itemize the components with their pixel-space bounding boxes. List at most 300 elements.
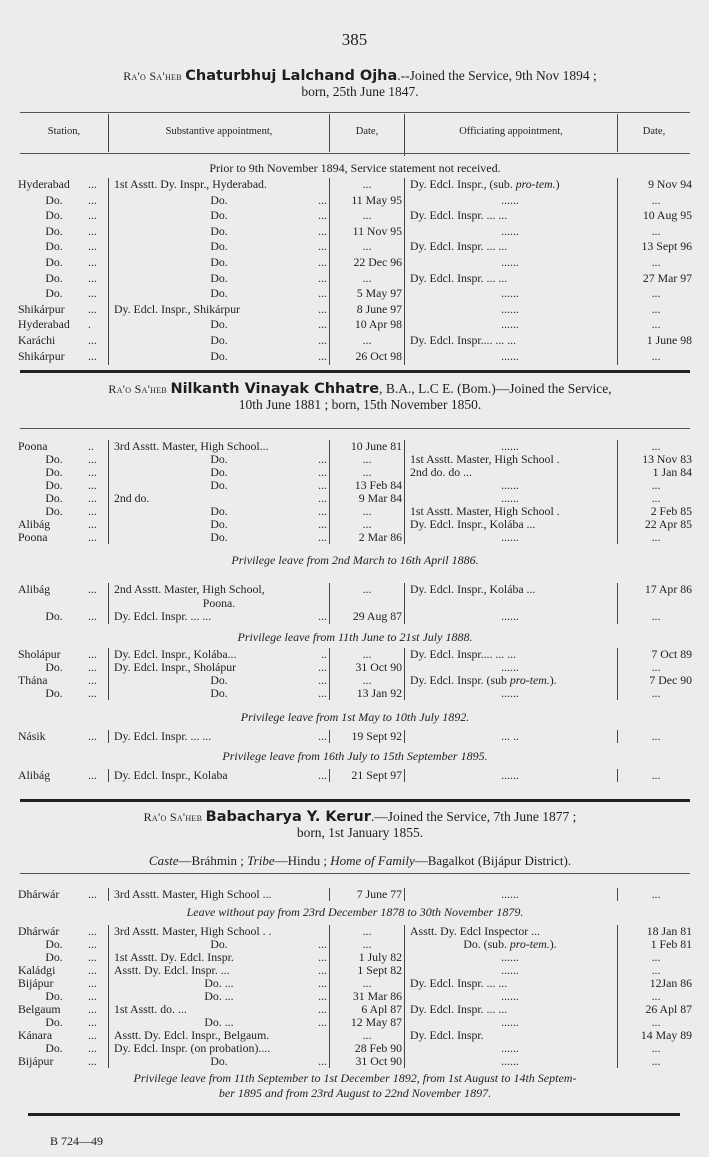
table-row — [0, 492, 709, 505]
substantive-date-cell: 10 Apr 98 — [354, 317, 402, 332]
substantive-date-cell: ... — [362, 647, 372, 661]
substantive-date-cell: ... — [362, 976, 372, 990]
substantive-leader: ... — [318, 301, 327, 316]
officiating-appointment-cell: Dy. Edcl. Inspr. (sub pro-tem.). — [410, 673, 557, 687]
table-top-rule — [20, 873, 690, 874]
service-table-3b — [0, 925, 709, 1067]
substantive-appointment-cell: Do. — [210, 504, 228, 518]
col-header-station: Station, — [47, 126, 81, 137]
table-row — [0, 925, 709, 938]
substantive-leader: ... — [318, 270, 327, 285]
col-header-substantive: Substantive appointment, — [165, 126, 273, 137]
station-cell: Do. — [45, 1041, 63, 1055]
officer-header-2 — [20, 381, 700, 413]
substantive-date-cell: 11 Nov 95 — [352, 223, 402, 238]
substantive-leader: ... — [318, 530, 327, 544]
station-leader: ... — [88, 887, 97, 901]
substantive-appointment-cell: Dy. Edcl. Inspr. ... ... — [114, 729, 212, 743]
officiating-appointment-cell: ...... — [501, 887, 519, 901]
table-row — [0, 597, 709, 610]
caste-line — [20, 853, 700, 869]
station-cell: Do. — [45, 478, 63, 492]
col-divider — [404, 114, 405, 156]
officiating-appointment-cell: ...... — [501, 491, 519, 505]
officiating-date-cell: ... — [651, 478, 661, 492]
substantive-appointment-cell: Do. — [210, 452, 228, 466]
substantive-appointment-cell: Do. — [210, 517, 228, 531]
station-cell: Shikárpur — [18, 348, 65, 363]
substantive-appointment-cell: Do. — [210, 239, 228, 254]
substantive-appointment-cell: 2nd do. — [114, 491, 150, 505]
table-row — [0, 303, 709, 316]
substantive-date-cell: ... — [362, 1028, 372, 1042]
tribe-value: —Hindu ; — [274, 853, 331, 868]
officer-details: .--Joined the Service, 9th Nov 1894 ; — [397, 68, 597, 83]
officiating-date-cell: ... — [651, 1015, 661, 1029]
substantive-leader: ... — [318, 963, 327, 977]
station-cell: Do. — [45, 686, 63, 700]
officer-details: .—Joined the Service, 7th June 1877 ; — [370, 809, 577, 824]
station-cell: Do. — [45, 192, 63, 207]
station-leader: ... — [88, 270, 97, 285]
officiating-date-cell: ... — [651, 348, 661, 363]
station-leader: ... — [88, 348, 97, 363]
officer-header-1 — [20, 68, 700, 100]
officiating-date-cell: ... — [651, 255, 661, 269]
col-divider — [329, 114, 330, 152]
station-cell: Bijápur — [18, 976, 54, 990]
station-cell: Násik — [18, 729, 46, 743]
table-row — [0, 990, 709, 1003]
station-leader: ... — [88, 255, 97, 269]
substantive-appointment-cell: Do. — [210, 333, 228, 347]
officiating-appointment-cell: Dy. Edcl. Inspr.... ... ... — [410, 647, 517, 661]
officiating-appointment-cell: Dy. Edcl. Inspr., (sub. pro-tem.) — [410, 177, 560, 191]
section-note: Prior to 9th November 1894, Service statement not received. — [209, 161, 501, 175]
officiating-date-cell: ... — [651, 1041, 661, 1055]
substantive-leader: ... — [318, 504, 327, 518]
col-divider — [617, 114, 618, 152]
substantive-leader: ... — [318, 452, 327, 466]
substantive-date-cell: ... — [362, 673, 372, 687]
table-row — [0, 888, 709, 901]
station-leader: ... — [88, 660, 97, 674]
station-cell: Dhárwár — [18, 924, 60, 938]
leave-note: Privilege leave from 11th June to 21st July 1888. — [237, 630, 473, 644]
station-cell: Hyderabad — [18, 177, 70, 191]
table-row — [0, 453, 709, 466]
table-row — [0, 225, 709, 238]
service-table-1 — [0, 178, 709, 370]
officiating-appointment-cell: ...... — [501, 1015, 519, 1029]
substantive-date-cell: ... — [362, 333, 372, 347]
station-cell: Do. — [45, 255, 63, 269]
substantive-leader: ... — [318, 208, 327, 223]
officiating-date-cell: 22 Apr 85 — [644, 517, 692, 531]
officiating-date-cell: ... — [651, 491, 661, 505]
substantive-date-cell: 12 May 87 — [350, 1015, 402, 1029]
substantive-appointment-cell: Do. — [210, 192, 228, 207]
substantive-appointment-cell: Do. ... — [204, 1015, 234, 1029]
table-row — [0, 687, 709, 700]
station-cell: Karáchi — [18, 333, 56, 347]
officer-details-2: 10th June 1881 ; born, 15th November 1850. — [238, 397, 482, 412]
substantive-date-cell: 1 Sept 82 — [357, 963, 402, 977]
substantive-date-cell: 6 Apl 87 — [361, 1002, 402, 1016]
station-cell: Dhárwár — [18, 887, 60, 901]
substantive-date-cell: ... — [362, 177, 372, 191]
station-leader: ... — [88, 686, 97, 700]
station-cell: Alibág — [18, 582, 51, 596]
substantive-date-cell: ... — [362, 924, 372, 938]
substantive-date-cell: 26 Oct 98 — [355, 348, 402, 363]
page-bottom-rule — [28, 1113, 680, 1116]
officiating-date-cell: 13 Nov 83 — [642, 452, 692, 466]
col-header-date-2: Date, — [642, 126, 666, 137]
leave-note: Privilege leave from 2nd March to 16th April 1886. — [231, 553, 479, 567]
officiating-date-cell: 10 Aug 95 — [642, 208, 692, 223]
officiating-appointment-cell: ...... — [501, 989, 519, 1003]
substantive-date-cell: 7 June 77 — [356, 887, 402, 901]
officiating-date-cell: 1 Feb 81 — [650, 937, 692, 951]
leave-note: Privilege leave from 1st May to 10th July 1892. — [240, 710, 470, 724]
station-cell: Bijápur — [18, 1054, 54, 1068]
station-cell: Kánara — [18, 1028, 53, 1042]
printer-footer: B 724—49 — [50, 1134, 104, 1148]
officiating-appointment-cell: ... .. — [501, 729, 519, 743]
officiating-appointment-cell: ...... — [501, 317, 519, 332]
station-leader: ... — [88, 673, 97, 687]
officiating-appointment-cell: ...... — [501, 348, 519, 363]
station-leader: ... — [88, 1054, 97, 1068]
substantive-appointment-cell: Do. — [210, 478, 228, 492]
substantive-date-cell: 1 July 82 — [358, 950, 402, 964]
officiating-appointment-cell: ...... — [501, 686, 519, 700]
substantive-date-cell: 19 Sept 92 — [351, 729, 402, 743]
officiating-appointment-cell: ...... — [501, 609, 519, 623]
substantive-appointment-cell: Do. — [210, 270, 228, 285]
substantive-leader: ... — [318, 333, 327, 347]
col-divider — [108, 114, 109, 152]
officiating-appointment-cell: ...... — [501, 286, 519, 301]
officiating-date-cell: 1 June 98 — [646, 333, 692, 347]
officer-name: Nilkanth Vinayak Chhatre — [170, 381, 380, 397]
officiating-date-cell: ... — [651, 963, 661, 977]
section-divider — [20, 799, 690, 802]
table-row — [0, 648, 709, 661]
station-leader: ... — [88, 208, 97, 223]
officiating-date-cell: ... — [651, 768, 661, 782]
col-header-officiating: Officiating appointment, — [459, 126, 563, 137]
substantive-appointment-cell: 3rd Asstt. Master, High School ... — [114, 887, 272, 901]
substantive-appointment-cell: Dy. Edcl. Inspr., Kolába... — [114, 647, 237, 661]
officer-details-2: born, 1st January 1855. — [296, 825, 424, 840]
officiating-appointment-cell: 1st Asstt. Master, High School . — [410, 504, 560, 518]
substantive-appointment-cell: Do. — [210, 223, 228, 238]
station-cell: Do. — [45, 937, 63, 951]
substantive-date-cell: 10 June 81 — [350, 439, 402, 453]
substantive-appointment-cell: Do. — [210, 937, 228, 951]
station-leader: ... — [88, 286, 97, 301]
officiating-appointment-cell: Dy. Edcl. Inspr. ... ... — [410, 976, 508, 990]
station-leader: ... — [88, 647, 97, 661]
substantive-leader: ... — [318, 673, 327, 687]
officiating-appointment-cell: ...... — [501, 660, 519, 674]
substantive-leader: .. — [321, 647, 327, 661]
station-cell: Alibág — [18, 517, 51, 531]
officiating-appointment-cell: ...... — [501, 478, 519, 492]
substantive-leader: ... — [318, 1015, 327, 1029]
table-row — [0, 194, 709, 207]
table-row — [0, 466, 709, 479]
officiating-appointment-cell: ...... — [501, 768, 519, 782]
table-row — [0, 769, 709, 782]
station-leader: ... — [88, 1041, 97, 1055]
officiating-appointment-cell: Do. (sub. pro-tem.). — [463, 937, 557, 951]
station-leader: ... — [88, 239, 97, 254]
service-table-2e — [0, 769, 709, 783]
substantive-appointment-cell: Asstt. Dy. Edcl. Inspr., Belgaum. — [114, 1028, 270, 1042]
substantive-leader: ... — [318, 660, 327, 674]
officiating-date-cell: 26 Apl 87 — [645, 1002, 692, 1016]
officiating-date-cell: 17 Apr 86 — [644, 582, 692, 596]
caste-value: —Bráhmin ; — [178, 853, 248, 868]
home-value: —Bagalkot (Bijápur District). — [414, 853, 572, 868]
substantive-appointment-cell: Do. ... — [204, 976, 234, 990]
officiating-appointment-cell: ...... — [501, 301, 519, 316]
officiating-appointment-cell: ...... — [501, 963, 519, 977]
page-number: 385 — [341, 30, 368, 49]
substantive-appointment-cell: Dy. Edcl. Inspr. ... ... — [114, 609, 212, 623]
substantive-date-cell: 31 Oct 90 — [355, 660, 402, 674]
substantive-appointment-cell: 1st Asstt. Dy. Inspr., Hyderabad. — [114, 177, 267, 191]
station-cell: Do. — [45, 208, 63, 223]
table-row — [0, 531, 709, 544]
table-row — [0, 505, 709, 518]
table-row — [0, 240, 709, 253]
officiating-date-cell: 9 Nov 94 — [648, 177, 692, 191]
substantive-date-cell: 11 May 95 — [351, 192, 402, 207]
officiating-appointment-cell: ...... — [501, 255, 519, 269]
officiating-date-cell: 14 May 89 — [640, 1028, 692, 1042]
station-cell: Do. — [45, 609, 63, 623]
table-row — [0, 178, 709, 191]
substantive-appointment-cell: Dy. Edcl. Inspr., Kolaba — [114, 768, 228, 782]
officiating-appointment-cell: ...... — [501, 192, 519, 207]
officiating-date-cell: 7 Oct 89 — [651, 647, 692, 661]
station-leader: .. — [88, 439, 94, 453]
substantive-leader: ... — [318, 192, 327, 207]
station-leader: ... — [88, 950, 97, 964]
officiating-date-cell: ... — [651, 439, 661, 453]
caste-label: Caste — [148, 853, 179, 868]
station-cell: Do. — [45, 452, 63, 466]
substantive-appointment-cell: Dy. Edcl. Inspr. (on probation).... — [114, 1041, 271, 1055]
tribe-label: Tribe — [247, 853, 275, 868]
officiating-date-cell: ... — [651, 887, 661, 901]
station-cell: Do. — [45, 465, 63, 479]
substantive-date-cell: 31 Oct 90 — [355, 1054, 402, 1068]
officiating-date-cell: ... — [651, 317, 661, 332]
substantive-appointment-cell: Poona. — [202, 595, 236, 610]
table-row — [0, 661, 709, 674]
officiating-appointment-cell: ...... — [501, 1041, 519, 1055]
officiating-appointment-cell: ...... — [501, 223, 519, 238]
officiating-appointment-cell: ...... — [501, 530, 519, 544]
substantive-date-cell: 22 Dec 96 — [353, 255, 402, 269]
substantive-date-cell: ... — [362, 452, 372, 466]
substantive-date-cell: ... — [362, 937, 372, 951]
officiating-appointment-cell: Dy. Edcl. Inspr. — [410, 1028, 484, 1042]
officiating-appointment-cell: 2nd do. do ... — [410, 465, 472, 479]
substantive-leader: ... — [318, 976, 327, 990]
officiating-date-cell: ... — [651, 660, 661, 674]
substantive-date-cell: 8 June 97 — [356, 301, 402, 316]
substantive-appointment-cell: Dy. Edcl. Inspr., Sholápur — [114, 660, 237, 674]
officiating-appointment-cell: Dy. Edcl. Inspr.... ... ... — [410, 333, 517, 347]
table-top-rule — [20, 428, 690, 429]
officiating-appointment-cell: Dy. Edcl. Inspr. ... ... — [410, 270, 508, 285]
station-cell: Shikárpur — [18, 301, 65, 316]
leave-note — [20, 1071, 690, 1101]
station-leader: ... — [88, 582, 97, 596]
officiating-appointment-cell: ...... — [501, 439, 519, 453]
substantive-appointment-cell: 3rd Asstt. Master, High School . . — [114, 924, 272, 938]
substantive-appointment-cell: 1st Asstt. Dy. Edcl. Inspr. — [114, 950, 234, 964]
table-row — [0, 964, 709, 977]
substantive-date-cell: 13 Feb 84 — [354, 478, 402, 492]
substantive-date-cell: 5 May 97 — [356, 286, 402, 301]
table-row — [0, 479, 709, 492]
substantive-date-cell: ... — [362, 465, 372, 479]
substantive-leader: ... — [318, 686, 327, 700]
station-cell: Do. — [45, 491, 63, 505]
station-leader: ... — [88, 768, 97, 782]
station-leader: ... — [88, 963, 97, 977]
substantive-date-cell: ... — [362, 208, 372, 223]
substantive-leader: ... — [318, 255, 327, 269]
officiating-appointment-cell: Dy. Edcl. Inspr. ... ... — [410, 239, 508, 254]
substantive-appointment-cell: 2nd Asstt. Master, High School, — [114, 582, 265, 596]
substantive-leader: ... — [318, 768, 327, 782]
station-leader: ... — [88, 333, 97, 347]
substantive-appointment-cell: 1st Asstt. do. ... — [114, 1002, 187, 1016]
substantive-appointment-cell: Asstt. Dy. Edcl. Inspr. ... — [114, 963, 230, 977]
table-row — [0, 610, 709, 623]
substantive-date-cell: 21 Sept 97 — [351, 768, 402, 782]
officer-header-3 — [20, 809, 700, 841]
col-header-date: Date, — [355, 126, 379, 137]
station-leader: ... — [88, 924, 97, 938]
station-cell: Do. — [45, 223, 63, 238]
substantive-leader: ... — [318, 348, 327, 363]
station-cell: Sholápur — [18, 647, 61, 661]
table-row — [0, 209, 709, 222]
service-table-2c — [0, 648, 709, 700]
substantive-leader: ... — [318, 478, 327, 492]
substantive-leader: ... — [318, 989, 327, 1003]
substantive-date-cell: 31 Mar 86 — [352, 989, 402, 1003]
substantive-date-cell: 2 Mar 86 — [358, 530, 402, 544]
table-row — [0, 938, 709, 951]
service-table-2a — [0, 440, 709, 544]
substantive-appointment-cell: 3rd Asstt. Master, High School... — [114, 439, 269, 453]
station-leader: ... — [88, 937, 97, 951]
substantive-leader: ... — [318, 609, 327, 623]
table-row — [0, 1055, 709, 1068]
table-row — [0, 518, 709, 531]
officiating-date-cell: 13 Sept 96 — [641, 239, 692, 254]
substantive-leader: ... — [318, 1054, 327, 1068]
table-row — [0, 1042, 709, 1055]
table-top-rule — [20, 112, 690, 113]
officiating-date-cell: ... — [651, 301, 661, 316]
service-table-2d — [0, 730, 709, 744]
table-row — [0, 350, 709, 363]
substantive-date-cell: ... — [362, 517, 372, 531]
station-leader: ... — [88, 465, 97, 479]
officer-rank: Ra'o Sa'heb — [108, 382, 168, 396]
table-row — [0, 1016, 709, 1029]
station-leader: ... — [88, 729, 97, 743]
station-leader: ... — [88, 177, 97, 191]
station-leader: ... — [88, 478, 97, 492]
substantive-appointment-cell: Do. — [210, 1054, 228, 1068]
station-leader: ... — [88, 192, 97, 207]
officiating-date-cell: ... — [651, 223, 661, 238]
officiating-date-cell: ... — [651, 286, 661, 301]
officiating-appointment-cell: Dy. Edcl. Inspr., Kolába ... — [410, 517, 536, 531]
substantive-date-cell: ... — [362, 270, 372, 285]
officer-name: Chaturbhuj Lalchand Ojha — [185, 68, 398, 84]
table-row — [0, 334, 709, 347]
officer-rank: Ra'o Sa'heb — [123, 69, 182, 83]
table-row — [0, 256, 709, 269]
station-leader: ... — [88, 504, 97, 518]
substantive-appointment-cell: Dy. Edcl. Inspr., Shikárpur — [114, 301, 241, 316]
substantive-appointment-cell: Do. — [210, 255, 228, 269]
substantive-leader: ... — [318, 239, 327, 254]
station-leader: ... — [88, 609, 97, 623]
table-header-rule — [20, 153, 690, 154]
table-row — [0, 583, 709, 596]
station-leader: ... — [88, 301, 97, 316]
officiating-date-cell: ... — [651, 686, 661, 700]
officer-details: , B.A., L.C E. (Bom.)—Joined the Service, — [379, 381, 612, 396]
table-row — [0, 440, 709, 453]
station-cell: Do. — [45, 950, 63, 964]
table-row — [0, 674, 709, 687]
station-leader: ... — [88, 223, 97, 238]
officiating-date-cell: ... — [651, 609, 661, 623]
officiating-date-cell: 18 Jan 81 — [646, 924, 692, 938]
station-leader: ... — [88, 491, 97, 505]
station-cell: Poona — [18, 439, 48, 453]
officiating-appointment-cell: Dy. Edcl. Inspr. ... ... — [410, 1002, 508, 1016]
officiating-date-cell: 12Jan 86 — [649, 976, 692, 990]
station-cell: Do. — [45, 286, 63, 301]
leave-note-line-1: Privilege leave from 11th September to 1st December 1892, from 1st August to 14th Septem- — [133, 1071, 577, 1085]
substantive-appointment-cell: Do. — [210, 465, 228, 479]
service-table-2b — [0, 583, 709, 625]
officiating-appointment-cell: ...... — [501, 950, 519, 964]
substantive-leader: ... — [318, 729, 327, 743]
officiating-date-cell: ... — [651, 530, 661, 544]
station-leader: . — [88, 317, 91, 332]
leave-note-line-2: ber 1895 and from 23rd August to 22nd November 1897. — [218, 1086, 492, 1100]
table-row — [0, 1029, 709, 1042]
service-table-3a — [0, 888, 709, 902]
